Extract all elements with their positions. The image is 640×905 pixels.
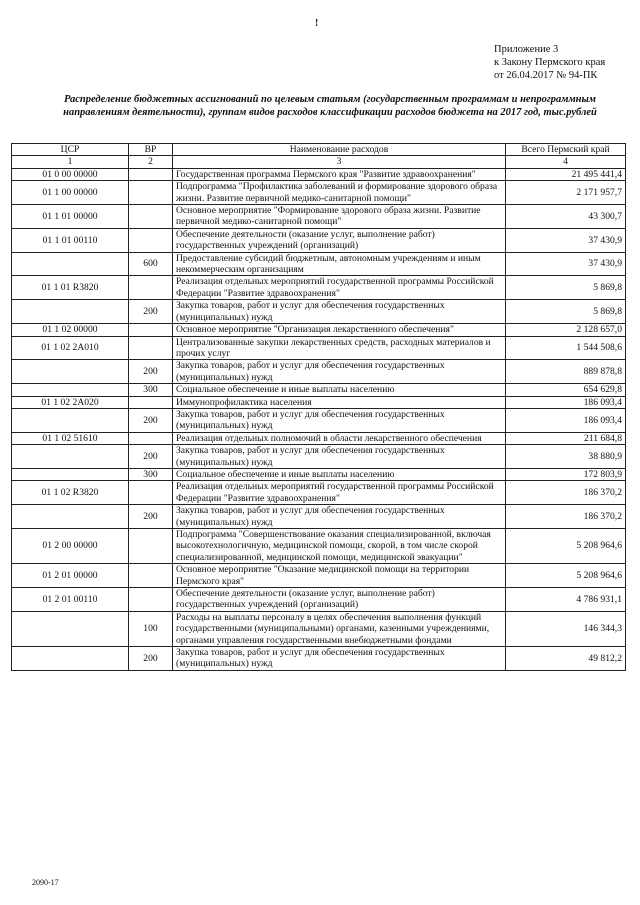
document-title: Распределение бюджетных ассигнований по целевым статьям (государственным программам и непрограммным направлениям деятельности), группам видов расходов классификации расходов бюджета на 2017 год, тыс.рублей xyxy=(63,94,597,118)
appendix-line-1: Приложение 3 xyxy=(494,44,559,55)
row-sum: 186 370,2 xyxy=(506,505,626,529)
row-name: Реализация отдельных полномочий в области лекарственного обеспечения xyxy=(173,432,506,444)
row-vr xyxy=(129,181,173,205)
row-code: 01 1 02 2А020 xyxy=(12,396,129,408)
column-number: 2 xyxy=(129,156,173,168)
row-code xyxy=(12,384,129,396)
row-code: 01 2 01 00000 xyxy=(12,564,129,588)
row-sum: 186 093,4 xyxy=(506,396,626,408)
row-sum: 889 878,8 xyxy=(506,360,626,384)
row-code: 01 2 00 00000 xyxy=(12,529,129,564)
row-sum: 5 869,8 xyxy=(506,276,626,300)
row-sum: 2 171 957,7 xyxy=(506,181,626,205)
row-vr: 600 xyxy=(129,252,173,276)
row-vr xyxy=(129,168,173,180)
table-row xyxy=(12,396,626,408)
table-row xyxy=(12,481,626,505)
table-row xyxy=(12,276,626,300)
column-number: 1 xyxy=(12,156,129,168)
row-name: Закупка товаров, работ и услуг для обеспечения государственных (муниципальных) нужд xyxy=(173,300,506,324)
row-vr xyxy=(129,228,173,252)
row-code xyxy=(12,611,129,646)
row-code: 01 1 02 51610 xyxy=(12,432,129,444)
row-name: Государственная программа Пермского края "Развитие здравоохранения" xyxy=(173,168,506,180)
row-name: Закупка товаров, работ и услуг для обеспечения государственных (муниципальных) нужд xyxy=(173,505,506,529)
row-name: Подпрограмма "Совершенствование оказания специализированной, включая высокотехнологичную, медицинской помощи, скорой, в том числе скорой специализированной, медицинской помощи, медицинской эвакуации" xyxy=(173,529,506,564)
row-vr: 200 xyxy=(129,360,173,384)
row-name: Закупка товаров, работ и услуг для обеспечения государственных (муниципальных) нужд xyxy=(173,445,506,469)
row-vr xyxy=(129,564,173,588)
row-name: Социальное обеспечение и иные выплаты населению xyxy=(173,384,506,396)
row-sum: 5 869,8 xyxy=(506,300,626,324)
table-row xyxy=(12,181,626,205)
row-sum: 21 495 441,4 xyxy=(506,168,626,180)
appendix-header xyxy=(494,43,605,82)
table-row xyxy=(12,336,626,360)
table-row xyxy=(12,588,626,612)
row-vr: 200 xyxy=(129,505,173,529)
table-row xyxy=(12,468,626,480)
row-vr xyxy=(129,324,173,336)
row-code: 01 2 01 00110 xyxy=(12,588,129,612)
row-sum: 37 430,9 xyxy=(506,252,626,276)
table-row xyxy=(12,564,626,588)
row-sum: 186 370,2 xyxy=(506,481,626,505)
row-name: Подпрограмма "Профилактика заболеваний и формирование здорового образа жизни. Развитие первичной медико-санитарной помощи" xyxy=(173,181,506,205)
table-row xyxy=(12,505,626,529)
row-sum: 4 786 931,1 xyxy=(506,588,626,612)
row-vr: 200 xyxy=(129,647,173,671)
row-sum: 37 430,9 xyxy=(506,228,626,252)
row-code xyxy=(12,445,129,469)
column-number-row xyxy=(12,156,626,168)
row-name: Закупка товаров, работ и услуг для обеспечения государственных (муниципальных) нужд xyxy=(173,360,506,384)
row-vr xyxy=(129,276,173,300)
row-code: 01 1 00 00000 xyxy=(12,181,129,205)
row-name: Основное мероприятие "Оказание медицинской помощи на территории Пермского края" xyxy=(173,564,506,588)
table-row xyxy=(12,228,626,252)
header-vr: ВР xyxy=(129,144,173,156)
row-code xyxy=(12,408,129,432)
row-sum: 2 128 657,0 xyxy=(506,324,626,336)
row-sum: 211 684,8 xyxy=(506,432,626,444)
budget-table xyxy=(11,143,626,671)
table-row xyxy=(12,324,626,336)
row-code: 01 1 02 R3820 xyxy=(12,481,129,505)
row-code: 01 1 01 R3820 xyxy=(12,276,129,300)
table-row xyxy=(12,205,626,229)
row-vr: 200 xyxy=(129,445,173,469)
row-sum: 1 544 508,6 xyxy=(506,336,626,360)
header-name: Наименование расходов xyxy=(173,144,506,156)
row-sum: 654 629,8 xyxy=(506,384,626,396)
appendix-line-2: к Закону Пермского края xyxy=(494,57,606,68)
row-name: Социальное обеспечение и иные выплаты населению xyxy=(173,468,506,480)
table-row xyxy=(12,300,626,324)
row-code: 01 1 02 2А010 xyxy=(12,336,129,360)
row-vr: 200 xyxy=(129,300,173,324)
row-code: 01 1 02 00000 xyxy=(12,324,129,336)
row-name: Закупка товаров, работ и услуг для обеспечения государственных (муниципальных) нужд xyxy=(173,408,506,432)
table-row xyxy=(12,611,626,646)
row-vr xyxy=(129,336,173,360)
row-code xyxy=(12,300,129,324)
row-vr: 300 xyxy=(129,468,173,480)
row-name: Основное мероприятие "Организация лекарственного обеспечения" xyxy=(173,324,506,336)
row-name: Реализация отдельных мероприятий государственной программы Российской Федерации "Развитие здравоохранения" xyxy=(173,276,506,300)
header-code: ЦСР xyxy=(12,144,129,156)
row-vr xyxy=(129,432,173,444)
row-name: Закупка товаров, работ и услуг для обеспечения государственных (муниципальных) нужд xyxy=(173,647,506,671)
row-name: Централизованные закупки лекарственных средств, расходных материалов и прочих услуг xyxy=(173,336,506,360)
row-vr xyxy=(129,396,173,408)
row-sum: 5 208 964,6 xyxy=(506,564,626,588)
row-vr: 300 xyxy=(129,384,173,396)
row-sum: 172 803,9 xyxy=(506,468,626,480)
row-name: Основное мероприятие "Формирование здорового образа жизни. Развитие первичной медико-санитарной помощи" xyxy=(173,205,506,229)
header-sum: Всего Пермский край xyxy=(506,144,626,156)
table-row xyxy=(12,360,626,384)
footer-code: 2090-17 xyxy=(32,878,59,887)
table-row xyxy=(12,432,626,444)
row-code: 01 1 01 00000 xyxy=(12,205,129,229)
row-vr xyxy=(129,529,173,564)
row-vr: 200 xyxy=(129,408,173,432)
table-row xyxy=(12,384,626,396)
table-row xyxy=(12,647,626,671)
row-name: Расходы на выплаты персоналу в целях обеспечения выполнения функций государственными (муниципальными) органами, казенными учреждениями, органами управления государственными внебюджетными фондами xyxy=(173,611,506,646)
row-sum: 146 344,3 xyxy=(506,611,626,646)
table-row xyxy=(12,252,626,276)
appendix-line-3: от 26.04.2017 № 94-ПК xyxy=(494,70,598,81)
table-row xyxy=(12,408,626,432)
row-vr xyxy=(129,481,173,505)
row-vr: 100 xyxy=(129,611,173,646)
table-row xyxy=(12,445,626,469)
row-sum: 49 812,2 xyxy=(506,647,626,671)
row-code xyxy=(12,252,129,276)
row-sum: 43 300,7 xyxy=(506,205,626,229)
row-vr xyxy=(129,588,173,612)
row-name: Иммунопрофилактика населения xyxy=(173,396,506,408)
row-name: Реализация отдельных мероприятий государственной программы Российской Федерации "Развитие здравоохранения" xyxy=(173,481,506,505)
row-code: 01 0 00 00000 xyxy=(12,168,129,180)
row-name: Обеспечение деятельности (оказание услуг, выполнение работ) государственных учреждений (организаций) xyxy=(173,228,506,252)
column-number: 4 xyxy=(506,156,626,168)
row-sum: 186 093,4 xyxy=(506,408,626,432)
row-sum: 5 208 964,6 xyxy=(506,529,626,564)
row-code: 01 1 01 00110 xyxy=(12,228,129,252)
row-code xyxy=(12,647,129,671)
row-code xyxy=(12,360,129,384)
row-name: Обеспечение деятельности (оказание услуг, выполнение работ) государственных учреждений (организаций) xyxy=(173,588,506,612)
header-row xyxy=(12,144,626,156)
row-code xyxy=(12,468,129,480)
row-code xyxy=(12,505,129,529)
page-mark: ! xyxy=(315,18,319,29)
column-number: 3 xyxy=(173,156,506,168)
row-name: Предоставление субсидий бюджетным, автономным учреждениям и иным некоммерческим организациям xyxy=(173,252,506,276)
row-sum: 38 880,9 xyxy=(506,445,626,469)
table-row xyxy=(12,529,626,564)
table-row xyxy=(12,168,626,180)
row-vr xyxy=(129,205,173,229)
